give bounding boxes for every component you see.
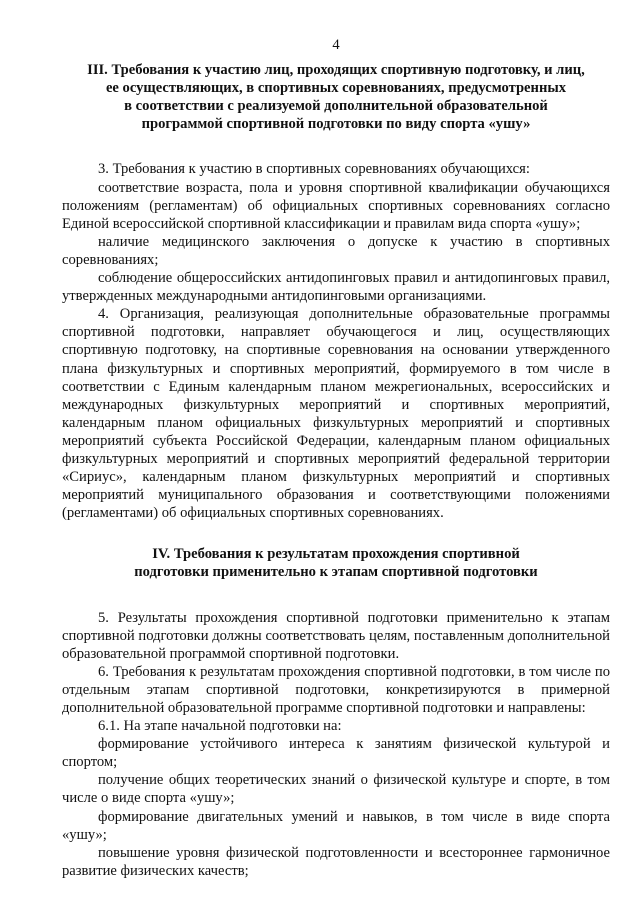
paragraph: 5. Результаты прохождения спортивной подготовки применительно к этапам спортивной подготовки должны соответствовать целям, поставленным дополнительной образовательной программой спортивной подготовки.	[62, 609, 610, 662]
paragraph: формирование устойчивого интереса к занятиям физической культурой и спортом;	[62, 736, 610, 771]
paragraph: повышение уровня физической подготовленности и всестороннее гармоничное развитие физических качеств;	[62, 844, 610, 879]
paragraph: соответствие возраста, пола и уровня спортивной квалификации обучающихся положениям (регламентам) об официальных спортивных соревнованиях согласно Единой всероссийской спортивной классификации и правилам вида спорта «ушу»;	[62, 179, 610, 232]
heading-line: ее осуществляющих, в спортивных соревнованиях, предусмотренных	[105, 80, 567, 97]
paragraph: 6. Требования к результатам прохождения спортивной подготовки, в том числе по отдельным этапам спортивной подготовки, конкретизируются в примерной дополнительной образовательной программе спортивной подготовки и направлены:	[62, 663, 610, 716]
section-3-body	[62, 160, 610, 522]
heading-line: программой спортивной подготовки по виду спорта «ушу»	[141, 116, 531, 133]
heading-line: в соответствии с реализуемой дополнительной образовательной	[124, 98, 548, 115]
heading-line: подготовки применительно к этапам спортивной подготовки	[134, 564, 538, 581]
paragraph: получение общих теоретических знаний о физической культуре и спорте, в том числе о виде спорта «ушу»;	[62, 772, 610, 807]
heading-line: III. Требования к участию лиц, проходящих спортивную подготовку, и лиц,	[87, 62, 585, 79]
section-4-heading	[62, 545, 610, 581]
paragraph: наличие медицинского заключения о допуске к участию в спортивных соревнованиях;	[62, 233, 610, 268]
paragraph: соблюдение общероссийских антидопинговых правил и антидопинговых правил, утвержденных международными антидопинговыми организациями.	[62, 270, 610, 305]
paragraph: формирование двигательных умений и навыков, в том числе в виде спорта «ушу»;	[62, 808, 610, 843]
section-3-heading	[62, 61, 610, 133]
section-4-body	[62, 609, 610, 880]
document-page	[62, 36, 610, 880]
paragraph: 4. Организация, реализующая дополнительные образовательные программы спортивной подготовки, направляет обучающегося и лиц, осуществляющих спортивную подготовку, на спортивные соревнования на основании утвержденного плана физкультурных и спортивных мероприятий, формируемого в том числе в соответствии с Единым календарным планом межрегиональных, всероссийских и международных физкультурных мероприятий и спортивных мероприятий, календарным планом официальных физкультурных мероприятий и спортивных мероприятий субъекта Российской Федерации, календарным планом официальных физкультурных мероприятий и спортивных мероприятий федеральной территории «Сириус», календарным планом физкультурных мероприятий и спортивных мероприятий муниципального образования и соответствующими положениями (регламентами) об официальных спортивных соревнованиях.	[62, 306, 610, 522]
paragraph: 3. Требования к участию в спортивных соревнованиях обучающихся:	[98, 161, 530, 178]
paragraph: 6.1. На этапе начальной подготовки на:	[98, 718, 342, 735]
heading-line: IV. Требования к результатам прохождения спортивной	[152, 546, 520, 563]
page-number: 4	[332, 37, 340, 53]
